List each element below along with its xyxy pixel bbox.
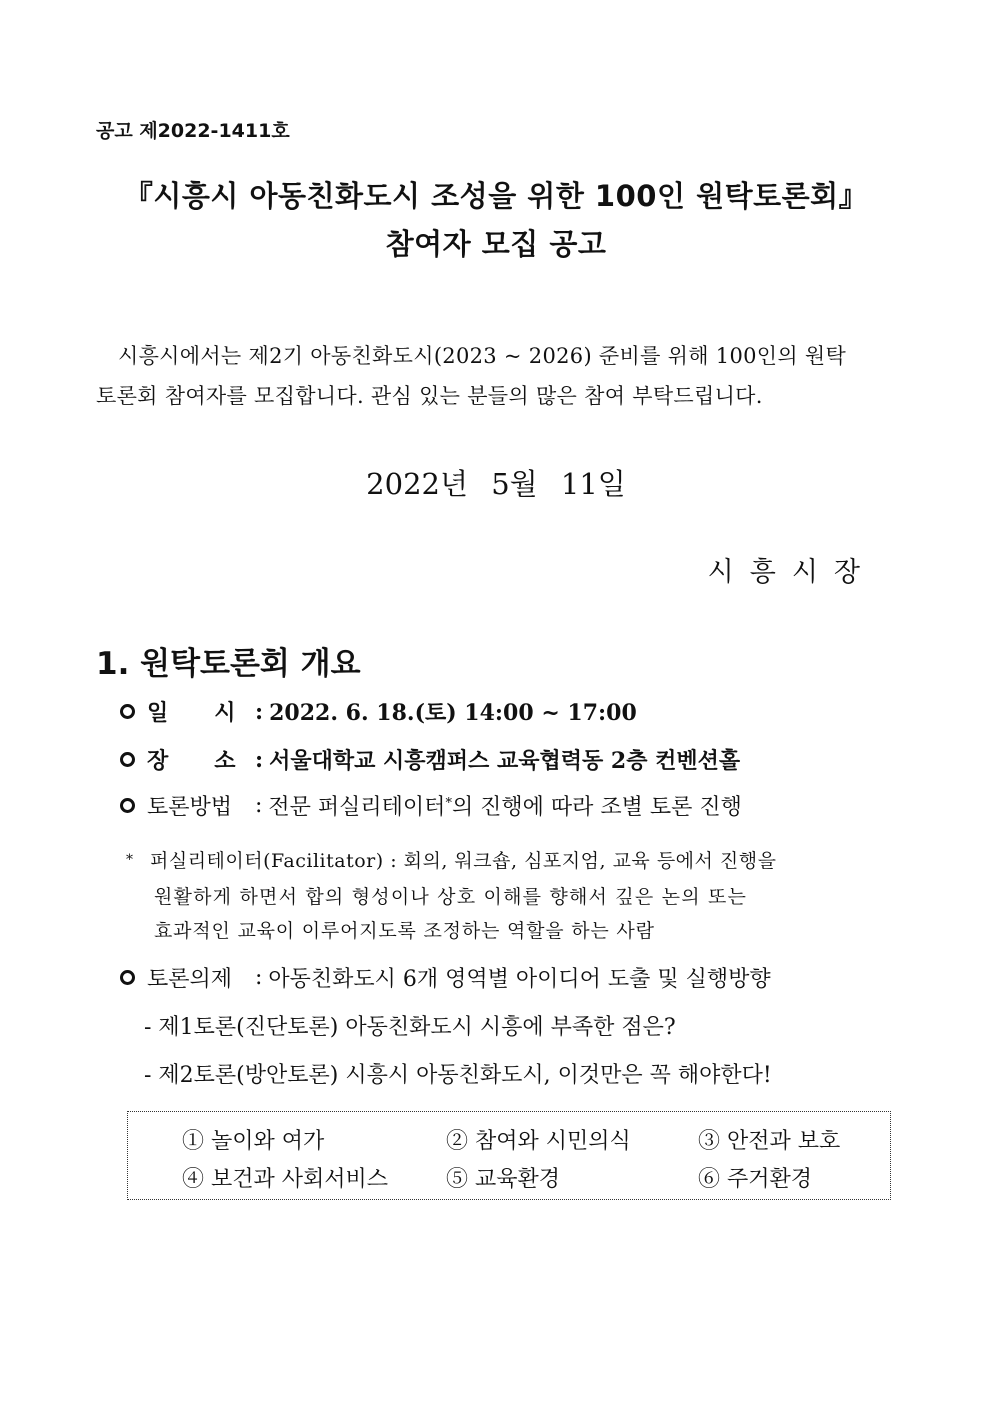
- circle-bullet-icon: [120, 798, 135, 813]
- method-item: [120, 790, 742, 821]
- circle-bullet-icon: [120, 704, 135, 719]
- method-value-after: 의 진행에 따라 조별 토론 진행: [451, 795, 742, 820]
- method-colon: :: [255, 793, 263, 818]
- intro-line-2: 토론회 참여자를 모집합니다. 관심 있는 분들의 많은 참여 부탁드립니다.: [96, 384, 763, 408]
- footnote-line-1: 퍼실리테이터(Facilitator) : 회의, 워크숍, 심포지엄, 교육 등에서 진행을: [150, 850, 777, 872]
- page-subtitle: 참여자 모집 공고: [385, 227, 607, 261]
- signer: 시흥시장: [707, 557, 876, 588]
- section-heading: 1. 원탁토론회 개요: [96, 646, 361, 682]
- area-item-3: ③ 안전과 보호: [698, 1129, 841, 1154]
- venue-value: 서울대학교 시흥캠퍼스 교육협력동 2층 컨벤션홀: [269, 748, 741, 774]
- footnote-line-3: 효과적인 교육이 이루어지도록 조정하는 역할을 하는 사람: [154, 920, 655, 942]
- area-item-5: ⑤ 교육환경: [446, 1167, 561, 1192]
- footnote-star: *: [126, 852, 133, 868]
- agenda-colon: :: [255, 965, 263, 990]
- venue-label: 장 소: [147, 748, 236, 774]
- schedule-colon: :: [255, 698, 264, 725]
- schedule-label: 일 시: [147, 700, 236, 726]
- area-item-4: ④ 보건과 사회서비스: [182, 1167, 389, 1192]
- footnote-line-2: 원활하게 하면서 합의 형성이나 상호 이해를 향해서 깊은 논의 또는: [154, 886, 748, 908]
- schedule-value: 2022. 6. 18.(토) 14:00 ~ 17:00: [269, 700, 637, 726]
- agenda-item: [120, 962, 771, 993]
- method-label: 토론방법: [147, 795, 233, 820]
- circle-bullet-icon: [120, 970, 135, 985]
- venue-colon: :: [255, 746, 264, 773]
- agenda-value: 아동친화도시 6개 영역별 아이디어 도출 및 실행방향: [268, 967, 771, 992]
- topic-item-1: - 제1토론(진단토론) 아동친화도시 시흥에 부족한 점은?: [144, 1015, 676, 1040]
- announcement-date: 2022년 5월 11일: [366, 467, 626, 501]
- method-value-before: 전문 퍼실리테이터: [268, 795, 446, 820]
- area-item-1: ① 놀이와 여가: [182, 1129, 325, 1154]
- method-footnote-mark: *: [445, 796, 452, 811]
- venue-item: [120, 744, 740, 775]
- circle-bullet-icon: [120, 752, 135, 767]
- topic-item-2: - 제2토론(방안토론) 시흥시 아동친화도시, 이것만은 꼭 해야한다!: [144, 1063, 772, 1088]
- area-item-6: ⑥ 주거환경: [698, 1167, 813, 1192]
- area-item-2: ② 참여와 시민의식: [446, 1129, 631, 1154]
- notice-number: 공고 제2022-1411호: [96, 120, 290, 142]
- agenda-label: 토론의제: [147, 967, 233, 992]
- intro-line-1: 시흥시에서는 제2기 아동친화도시(2023 ~ 2026) 준비를 위해 100인의 원탁: [118, 344, 847, 368]
- schedule-item: [120, 696, 637, 727]
- page-title: 『시흥시 아동친화도시 조성을 위한 100인 원탁토론회』: [123, 179, 869, 213]
